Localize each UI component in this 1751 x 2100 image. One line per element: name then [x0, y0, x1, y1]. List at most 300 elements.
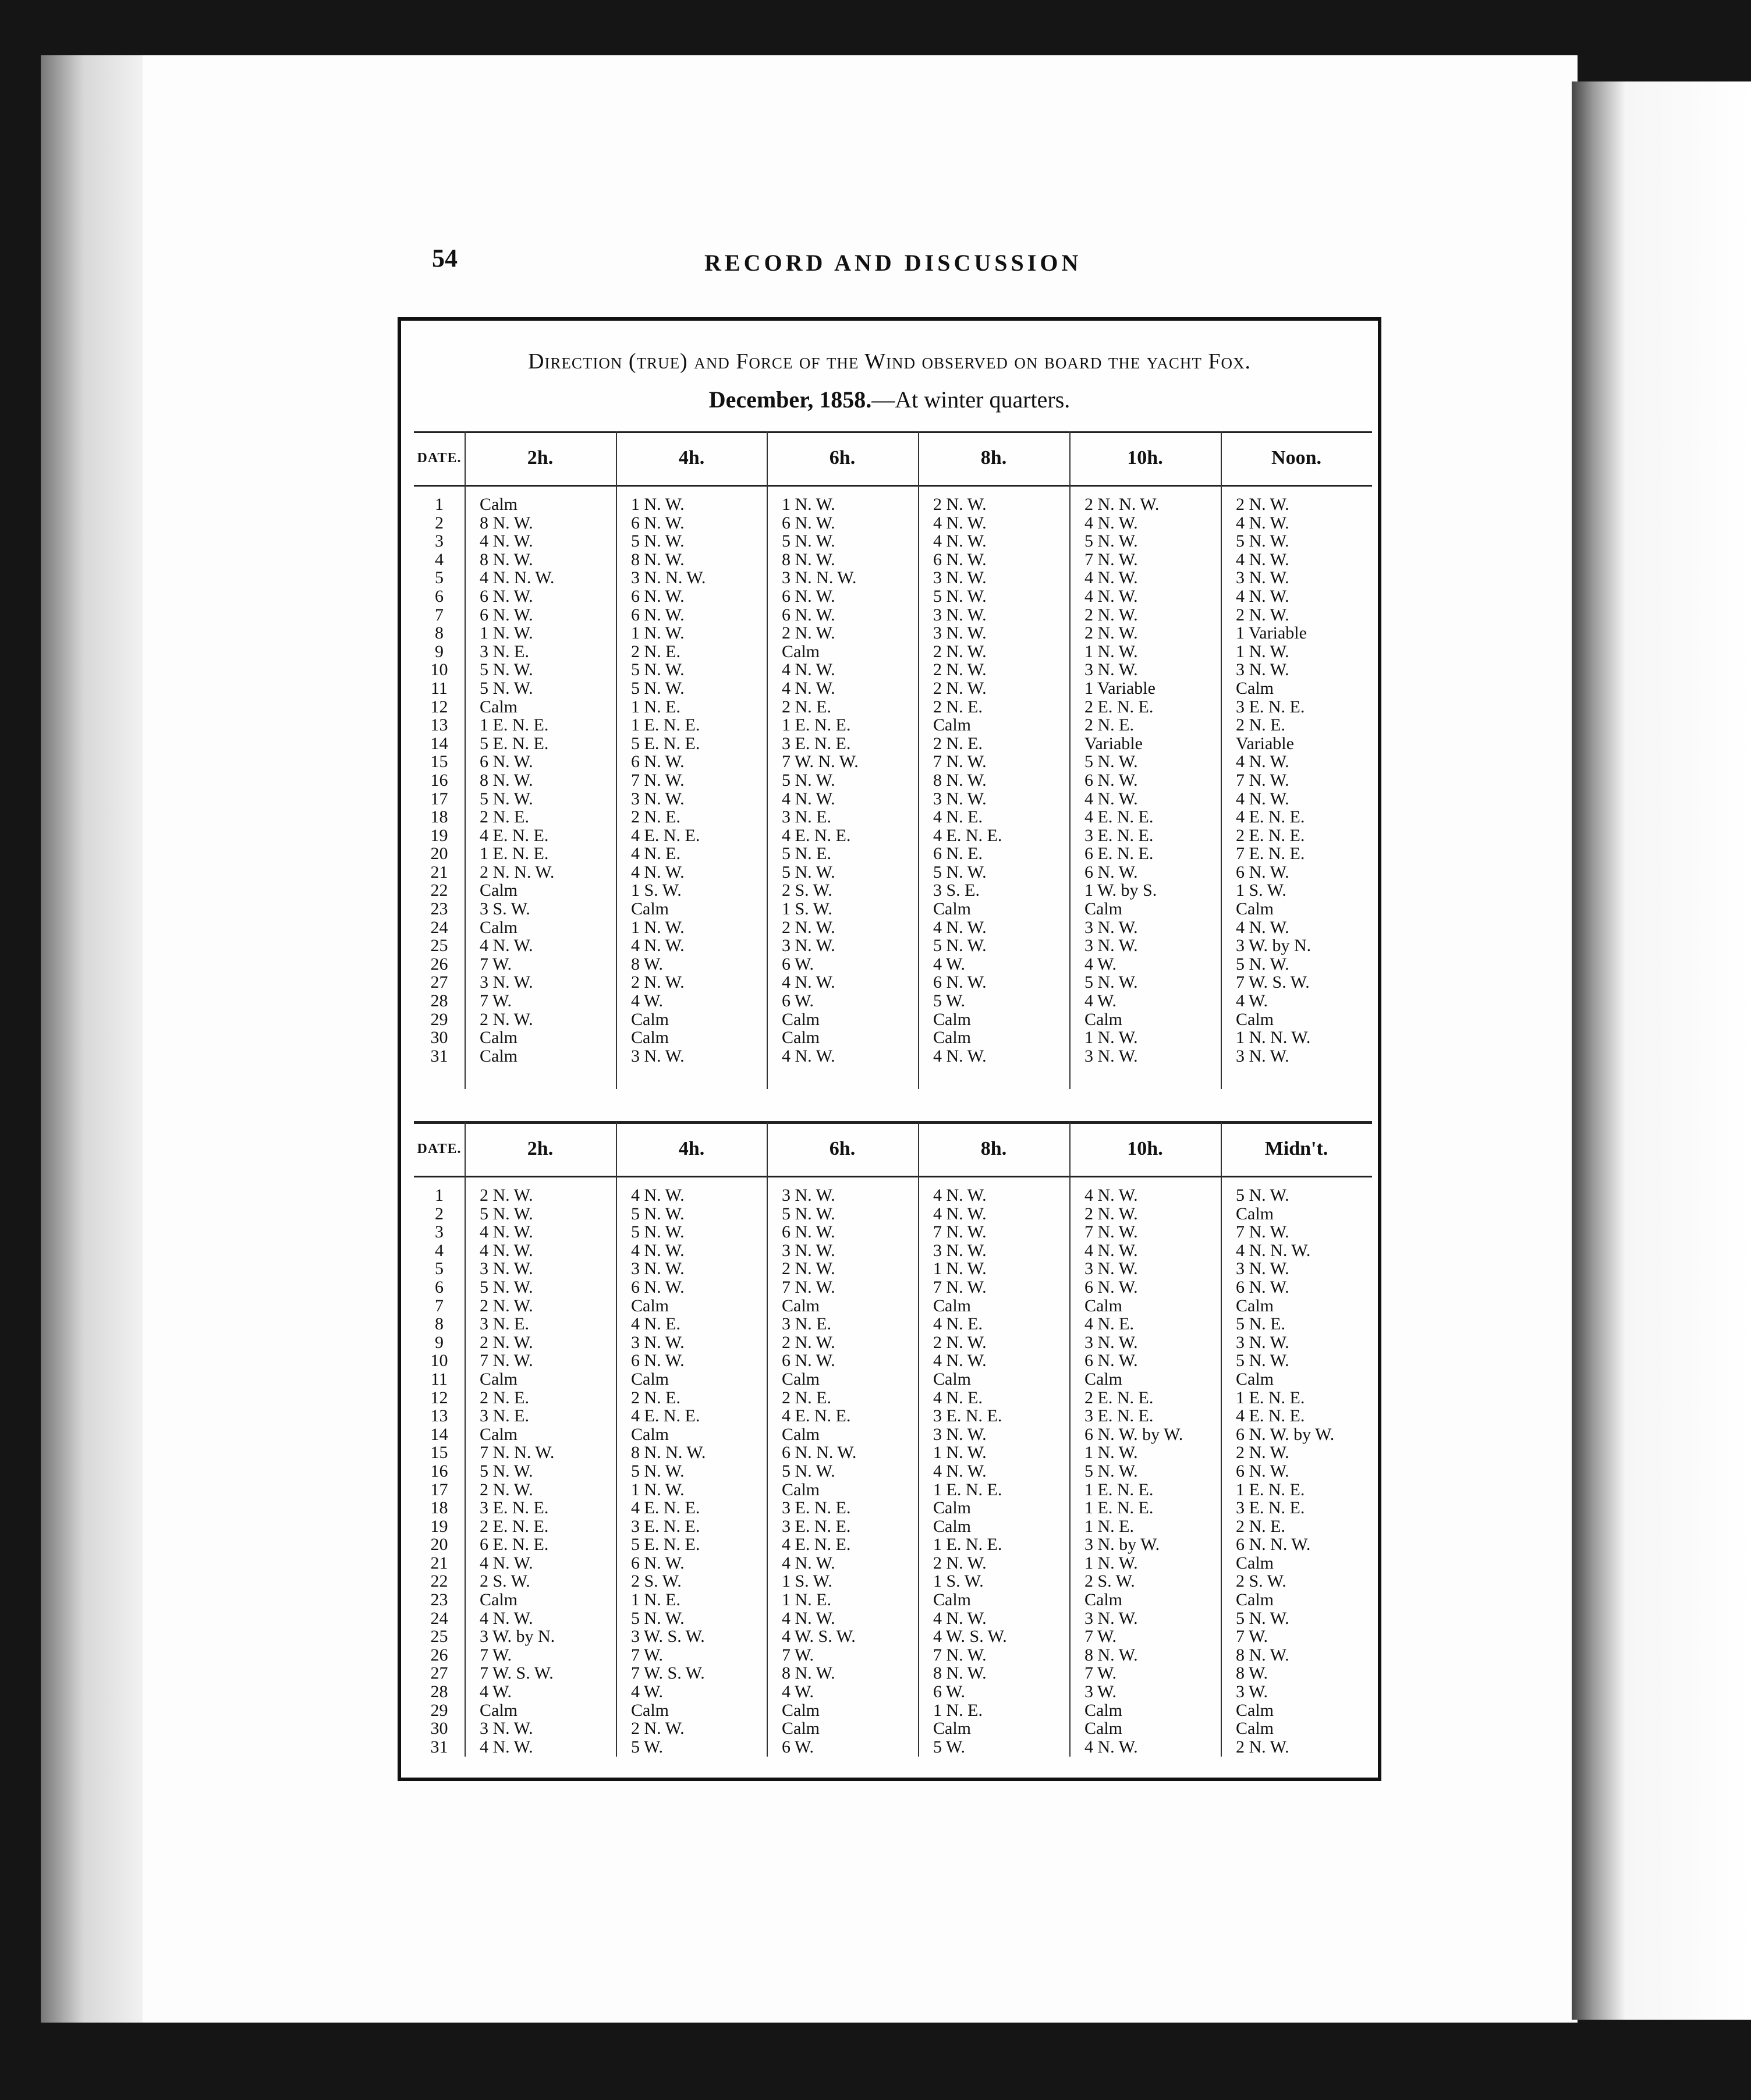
table-row	[414, 1223, 1372, 1241]
wind-cell: 7 W.	[631, 1645, 664, 1665]
wind-cell: 4 E. N. E.	[1236, 1406, 1305, 1426]
wind-cell: 5 W.	[933, 1737, 966, 1757]
wind-cell: 2 S. W.	[782, 881, 832, 900]
wind-cell: 6 N. W.	[1236, 1277, 1289, 1297]
wind-cell: 6 N. W.	[631, 1277, 685, 1297]
wind-cell: 4 E. N. E.	[1236, 807, 1305, 827]
wind-cell: 5 N. W.	[631, 660, 685, 680]
wind-cell: Calm	[933, 1498, 971, 1518]
wind-cell: 3 N. W.	[1084, 936, 1138, 956]
column-header-hour	[1069, 1122, 1221, 1176]
wind-cell: 1 N. W.	[933, 1259, 987, 1279]
wind-cell: 6 N. W.	[631, 586, 685, 606]
table-row	[414, 1609, 1372, 1628]
date-cell: 4	[435, 549, 444, 569]
wind-cell: 3 E. N. E.	[1236, 1498, 1305, 1518]
wind-cell: 3 N. W.	[782, 1186, 835, 1205]
wind-cell: 1 Variable	[1084, 678, 1155, 698]
date-cell: 27	[430, 973, 448, 992]
wind-cell: 5 N. E.	[1236, 1314, 1285, 1334]
date-cell: 12	[430, 697, 448, 716]
table-row	[414, 661, 1372, 679]
wind-cell: Calm	[631, 1369, 669, 1389]
wind-cell: 3 W. by N.	[480, 1627, 555, 1647]
wind-cell: 6 N. W.	[480, 605, 533, 625]
wind-cell: 3 N. N. W.	[782, 568, 857, 588]
wind-cell: 1 S. W.	[631, 881, 682, 900]
wind-cell: Calm	[631, 1424, 669, 1444]
wind-cell: 7 W.	[480, 1645, 512, 1665]
wind-cell: 3 N. W.	[933, 1424, 987, 1444]
table-row	[414, 1333, 1372, 1352]
wind-cell: 1 N. W.	[631, 1480, 685, 1499]
wind-cell: 2 N. N. W.	[1084, 495, 1160, 514]
wind-cell: 2 E. N. E.	[1236, 825, 1305, 845]
wind-cell: 2 N. W.	[1236, 1737, 1289, 1757]
wind-cell: 2 N. E.	[782, 1388, 831, 1407]
table-row	[414, 532, 1372, 551]
wind-cell: 6 N. W.	[782, 586, 835, 606]
wind-cell: 5 N. W.	[480, 789, 533, 808]
wind-cell: 2 N. W.	[480, 1186, 533, 1205]
wind-cell: 3 N. W.	[480, 1719, 533, 1739]
wind-cell: 1 E. N. E.	[631, 715, 700, 735]
wind-cell: 7 W. S. W.	[1236, 973, 1310, 992]
date-cell: 1	[435, 495, 444, 514]
wind-cell: Variable	[1236, 733, 1294, 753]
wind-cell: 4 N. W.	[782, 678, 835, 698]
wind-cell: 2 N. E.	[480, 807, 529, 827]
date-cell: 29	[430, 1009, 448, 1029]
wind-cell: Calm	[933, 1369, 971, 1389]
date-cell: 14	[430, 733, 448, 753]
wind-cell: 7 N. W.	[933, 752, 987, 772]
wind-cell: 2 N. W.	[1084, 605, 1138, 625]
date-cell: 15	[430, 1443, 448, 1463]
wind-cell: 3 N. E.	[782, 807, 831, 827]
wind-cell: 5 N. W.	[1236, 1351, 1289, 1371]
table-row	[414, 955, 1372, 974]
table-row	[414, 845, 1372, 863]
wind-cell: 5 N. W.	[782, 770, 835, 790]
wind-cell: 2 S. W.	[631, 1572, 682, 1591]
wind-cell: Calm	[480, 881, 517, 900]
wind-cell: 3 N. W.	[631, 1332, 685, 1352]
date-cell: 13	[430, 1406, 448, 1426]
wind-cell: 4 N. N. W.	[1236, 1240, 1311, 1260]
wind-cell: 6 N. W.	[631, 1553, 685, 1573]
wind-cell: 6 N. W.	[782, 1222, 835, 1242]
wind-cell: 2 N. W.	[480, 1009, 533, 1029]
table-row	[414, 1443, 1372, 1462]
column-header-label: 6h.	[829, 1138, 856, 1159]
wind-cell: 8 N. W.	[480, 513, 533, 533]
wind-cell: Calm	[782, 1028, 820, 1048]
wind-cell: 1 N. E.	[933, 1700, 983, 1720]
wind-cell: 5 N. W.	[1236, 531, 1289, 551]
wind-cell: 5 N. W.	[1084, 1461, 1138, 1481]
table-row	[414, 698, 1372, 716]
wind-cell: Calm	[933, 899, 971, 919]
wind-cell: 5 N. W.	[631, 678, 685, 698]
wind-cell: 6 N. W. by W.	[1236, 1424, 1335, 1444]
wind-cell: Calm	[782, 641, 820, 661]
wind-cell: 1 N. E.	[1084, 1516, 1134, 1536]
wind-cell: Calm	[782, 1480, 820, 1499]
wind-cell: Calm	[933, 1590, 971, 1610]
wind-cell: 7 W.	[1084, 1627, 1117, 1647]
wind-cell: 5 N. W.	[631, 1222, 685, 1242]
table-row	[414, 1517, 1372, 1536]
wind-cell: 8 N. W.	[782, 1663, 835, 1683]
wind-cell: 4 N. E.	[631, 844, 680, 864]
wind-cell: 1 N. W.	[480, 623, 533, 643]
wind-cell: 6 N. W.	[1084, 1277, 1138, 1297]
wind-cell: 4 N. W.	[782, 789, 835, 808]
wind-cell: 1 S. W.	[782, 899, 832, 919]
wind-cell: 4 N. W.	[1236, 586, 1289, 606]
wind-cell: 1 E. N. E.	[1084, 1480, 1154, 1499]
wind-cell: Calm	[1084, 1009, 1122, 1029]
date-cell: 27	[430, 1663, 448, 1683]
wind-cell: 5 N. W.	[1084, 973, 1138, 992]
wind-cell: 4 W.	[480, 1682, 512, 1702]
wind-cell: 2 N. W.	[933, 678, 987, 698]
date-cell: 6	[435, 586, 444, 606]
wind-cell: 3 N. W.	[480, 1259, 533, 1279]
date-cell: 16	[430, 770, 448, 790]
wind-cell: 6 W.	[782, 1737, 814, 1757]
page-edge-shadow	[41, 55, 148, 2023]
wind-cell: Calm	[480, 495, 517, 514]
wind-cell: 3 E. N. E.	[782, 1498, 851, 1518]
wind-cell: 4 E. N. E.	[782, 1535, 851, 1555]
wind-cell: 1 S. W.	[933, 1572, 984, 1591]
wind-cell: 2 E. N. E.	[1084, 697, 1154, 716]
wind-cell: 5 W.	[631, 1737, 664, 1757]
wind-cell: 6 N. W.	[480, 752, 533, 772]
column-header-hour	[918, 431, 1069, 485]
date-cell: 16	[430, 1461, 448, 1481]
table-row	[414, 753, 1372, 771]
table-row	[414, 1646, 1372, 1665]
wind-cell: 4 E. N. E.	[782, 825, 851, 845]
table-row	[414, 1028, 1372, 1047]
wind-cell: 3 E. N. E.	[782, 733, 851, 753]
table-row	[414, 1591, 1372, 1609]
wind-cell: 4 N. W.	[480, 531, 533, 551]
wind-cell: 3 S. E.	[933, 881, 980, 900]
wind-cell: 4 W. S. W.	[933, 1627, 1007, 1647]
running-head: RECORD AND DISCUSSION	[704, 250, 1082, 276]
column-header-label: 4h.	[678, 447, 705, 469]
wind-cell: Calm	[933, 1028, 971, 1048]
table-row	[414, 643, 1372, 661]
header-rule-bottom	[414, 485, 1372, 487]
wind-cell: 3 N. W.	[933, 623, 987, 643]
wind-cell: 7 N. W.	[1084, 1222, 1138, 1242]
wind-cell: 4 E. N. E.	[631, 1498, 700, 1518]
date-cell: 7	[435, 1296, 444, 1315]
wind-cell: 3 N. W.	[1084, 1332, 1138, 1352]
table-row	[414, 569, 1372, 587]
wind-cell: 4 N. W.	[480, 1608, 533, 1628]
wind-cell: 4 E. N. E.	[480, 825, 549, 845]
wind-cell: Calm	[480, 1590, 517, 1610]
table-row	[414, 826, 1372, 845]
wind-cell: 4 W.	[1084, 954, 1117, 974]
date-cell: 13	[430, 715, 448, 735]
table-row	[414, 790, 1372, 808]
wind-cell: 7 N. W.	[631, 770, 685, 790]
date-cell: 2	[435, 513, 444, 533]
wind-cell: 8 N. W.	[1236, 1645, 1289, 1665]
wind-cell: 7 N. N. W.	[480, 1443, 555, 1463]
wind-cell: 7 E. N. E.	[1236, 844, 1305, 864]
wind-cell: 2 N. E.	[1084, 715, 1134, 735]
date-cell: 8	[435, 1314, 444, 1334]
column-header-hour	[1069, 431, 1221, 485]
wind-cell: 4 N. W.	[933, 1046, 987, 1066]
wind-cell: 6 N. N. W.	[1236, 1535, 1311, 1555]
wind-cell: 1 E. N. E.	[1084, 1498, 1154, 1518]
wind-cell: 7 N. W.	[480, 1351, 533, 1371]
wind-cell: 5 N. W.	[1236, 1186, 1289, 1205]
wind-cell: 6 N. W.	[1236, 862, 1289, 882]
wind-cell: 2 N. E.	[631, 807, 680, 827]
wind-cell: 6 E. N. E.	[1084, 844, 1154, 864]
wind-cell: 2 N. W.	[933, 1553, 987, 1573]
table-block-morning	[414, 431, 1372, 1095]
wind-cell: 7 N. W.	[782, 1277, 835, 1297]
wind-cell: 1 S. W.	[1236, 881, 1286, 900]
wind-cell: 2 S. W.	[1084, 1572, 1135, 1591]
wind-cell: 8 N. W.	[480, 549, 533, 569]
wind-cell: 6 N. N. W.	[782, 1443, 857, 1463]
date-cell: 29	[430, 1700, 448, 1720]
table-row	[414, 1683, 1372, 1701]
wind-cell: 1 N. W.	[1084, 1028, 1138, 1048]
wind-cell: 5 E. N. E.	[631, 1535, 700, 1555]
date-cell: 22	[430, 881, 448, 900]
wind-cell: 1 N. W.	[1084, 1443, 1138, 1463]
wind-cell: 4 E. N. E.	[631, 1406, 700, 1426]
wind-cell: 2 N. W.	[1236, 605, 1289, 625]
wind-cell: Variable	[1084, 733, 1143, 753]
wind-cell: 3 N. W.	[933, 1240, 987, 1260]
wind-cell: 4 N. W.	[933, 917, 987, 937]
table-row	[414, 1701, 1372, 1720]
wind-cell: 1 E. N. E.	[1236, 1480, 1305, 1499]
table-row	[414, 624, 1372, 643]
wind-cell: 5 N. W.	[480, 1204, 533, 1223]
wind-cell: 4 N. E.	[1084, 1314, 1134, 1334]
date-cell: 28	[430, 991, 448, 1011]
wind-cell: 8 N. N. W.	[631, 1443, 706, 1463]
wind-cell: 1 N. W.	[782, 495, 835, 514]
column-header-hour	[767, 1122, 918, 1176]
wind-cell: 6 N. W.	[631, 752, 685, 772]
table-row	[414, 1047, 1372, 1066]
wind-cell: 4 N. W.	[933, 1461, 987, 1481]
wind-cell: Calm	[1236, 1700, 1274, 1720]
wind-cell: 3 N. W.	[631, 1046, 685, 1066]
date-cell: 11	[431, 678, 448, 698]
table-row	[414, 1010, 1372, 1029]
table-row	[414, 881, 1372, 900]
wind-cell: 1 N. W.	[933, 1443, 987, 1463]
date-cell: 26	[430, 1645, 448, 1665]
wind-cell: 2 N. W.	[782, 917, 835, 937]
wind-cell: 5 N. W.	[480, 660, 533, 680]
date-cell: 21	[430, 1553, 448, 1573]
wind-cell: 2 N. W.	[782, 1332, 835, 1352]
date-cell: 19	[430, 825, 448, 845]
wind-cell: 1 E. N. E.	[933, 1535, 1002, 1555]
wind-cell: 5 E. N. E.	[480, 733, 549, 753]
column-header-date	[414, 1122, 465, 1176]
table-row	[414, 1425, 1372, 1444]
wind-cell: 7 W.	[1084, 1663, 1117, 1683]
table-row	[414, 1462, 1372, 1481]
wind-cell: Calm	[631, 1009, 669, 1029]
wind-cell: 4 E. N. E.	[933, 825, 1002, 845]
wind-cell: 4 N. W.	[933, 1186, 987, 1205]
wind-cell: 5 N. W.	[631, 1608, 685, 1628]
wind-cell: 4 N. W.	[933, 1351, 987, 1371]
wind-cell: 2 N. W.	[782, 1259, 835, 1279]
wind-cell: 3 E. N. E.	[933, 1406, 1002, 1426]
wind-cell: 7 W.	[782, 1645, 814, 1665]
wind-cell: 6 N. W.	[480, 586, 533, 606]
date-cell: 20	[430, 844, 448, 864]
wind-cell: 6 E. N. E.	[480, 1535, 549, 1555]
table-row	[414, 992, 1372, 1010]
table-row	[414, 1351, 1372, 1370]
wind-cell: 3 N. E.	[782, 1314, 831, 1334]
wind-cell: Calm	[1236, 1369, 1274, 1389]
wind-cell: 6 N. W.	[782, 513, 835, 533]
wind-cell: 3 W. S. W.	[631, 1627, 705, 1647]
wind-cell: 6 N. W.	[1084, 862, 1138, 882]
date-cell: 2	[435, 1204, 444, 1223]
date-cell: 24	[430, 1608, 448, 1628]
wind-cell: Calm	[933, 1009, 971, 1029]
table-row	[414, 1481, 1372, 1499]
wind-cell: 1 N. W.	[1084, 1553, 1138, 1573]
column-header-label: 4h.	[678, 1138, 705, 1159]
table-row	[414, 1627, 1372, 1646]
wind-cell: 6 N. W.	[631, 605, 685, 625]
date-cell: 31	[430, 1046, 448, 1066]
column-header-label: DATE.	[417, 450, 462, 466]
wind-cell: 4 N. W.	[480, 1240, 533, 1260]
wind-cell: 4 W.	[1236, 991, 1268, 1011]
wind-cell: 5 N. W.	[933, 862, 987, 882]
date-cell: 20	[430, 1535, 448, 1555]
wind-cell: 4 N. W.	[782, 660, 835, 680]
wind-cell: 4 W. S. W.	[782, 1627, 856, 1647]
table-subtitle	[401, 386, 1378, 413]
wind-cell: Calm	[933, 1516, 971, 1536]
table-row	[414, 771, 1372, 790]
table-row	[414, 1315, 1372, 1333]
date-cell: 30	[430, 1028, 448, 1048]
wind-cell: 2 N. E.	[480, 1388, 529, 1407]
wind-cell: 4 W.	[631, 1682, 664, 1702]
wind-cell: Calm	[480, 917, 517, 937]
wind-cell: 4 N. W.	[1084, 1240, 1138, 1260]
column-header-label: DATE.	[417, 1141, 462, 1157]
wind-cell: 2 N. W.	[933, 1332, 987, 1352]
wind-cell: 7 N. W.	[933, 1645, 987, 1665]
wind-cell: Calm	[933, 1296, 971, 1315]
wind-cell: 3 N. W.	[933, 605, 987, 625]
wind-cell: Calm	[1084, 899, 1122, 919]
wind-cell: 4 N. W.	[1236, 789, 1289, 808]
wind-cell: 7 W.	[480, 954, 512, 974]
wind-cell: Calm	[631, 1296, 669, 1315]
date-cell: 9	[435, 1332, 444, 1352]
wind-cell: 4 W.	[782, 1682, 814, 1702]
wind-cell: 2 N. W.	[480, 1296, 533, 1315]
wind-cell: 2 N. W.	[480, 1480, 533, 1499]
wind-cell: Calm	[631, 899, 669, 919]
wind-cell: 2 N. E.	[782, 697, 831, 716]
wind-cell: 2 E. N. E.	[1084, 1388, 1154, 1407]
wind-cell: 6 N. W.	[1084, 1351, 1138, 1371]
wind-cell: Calm	[480, 1369, 517, 1389]
wind-cell: 5 N. W.	[631, 1461, 685, 1481]
table-row	[414, 918, 1372, 937]
wind-cell: 4 N. W.	[631, 862, 685, 882]
wind-cell: 4 N. E.	[933, 1388, 983, 1407]
wind-cell: 2 N. E.	[933, 733, 983, 753]
wind-cell: Calm	[1084, 1590, 1122, 1610]
date-cell: 6	[435, 1277, 444, 1297]
wind-cell: 6 N. W.	[631, 1351, 685, 1371]
wind-cell: 5 N. W.	[933, 936, 987, 956]
wind-cell: 3 N. E.	[480, 1314, 529, 1334]
wind-cell: 6 N. W.	[933, 973, 987, 992]
wind-cell: 1 N. W.	[1236, 641, 1289, 661]
table-subtitle-month: December, 1858.	[708, 386, 872, 413]
wind-cell: 1 N. W.	[631, 623, 685, 643]
table-title: Direction (true) and Force of the Wind observed on board the yacht Fox.	[527, 349, 1251, 374]
wind-cell: 7 W. N. W.	[782, 752, 859, 772]
date-cell: 30	[430, 1719, 448, 1739]
table-row	[414, 1241, 1372, 1260]
wind-cell: 1 N. W.	[631, 495, 685, 514]
wind-cell: 4 N. N. W.	[480, 568, 555, 588]
wind-cell: 1 N. E.	[631, 697, 680, 716]
wind-cell: Calm	[480, 697, 517, 716]
wind-cell: Calm	[480, 1700, 517, 1720]
header-rule-bottom	[414, 1176, 1372, 1177]
wind-cell: 4 N. W.	[631, 1240, 685, 1260]
wind-cell: 7 N. W.	[933, 1277, 987, 1297]
wind-cell: 8 N. W.	[1084, 1645, 1138, 1665]
wind-cell: Calm	[1236, 1553, 1274, 1573]
wind-cell: 2 N. W.	[782, 623, 835, 643]
wind-cell: Calm	[1236, 1204, 1274, 1223]
wind-cell: 3 W. by N.	[1236, 936, 1312, 956]
wind-cell: 8 N. W.	[782, 549, 835, 569]
wind-cell: 3 N. N. W.	[631, 568, 706, 588]
wind-cell: 1 N. W.	[631, 917, 685, 937]
wind-cell: 6 N. W.	[933, 549, 987, 569]
wind-cell: 4 N. W.	[1084, 1186, 1138, 1205]
